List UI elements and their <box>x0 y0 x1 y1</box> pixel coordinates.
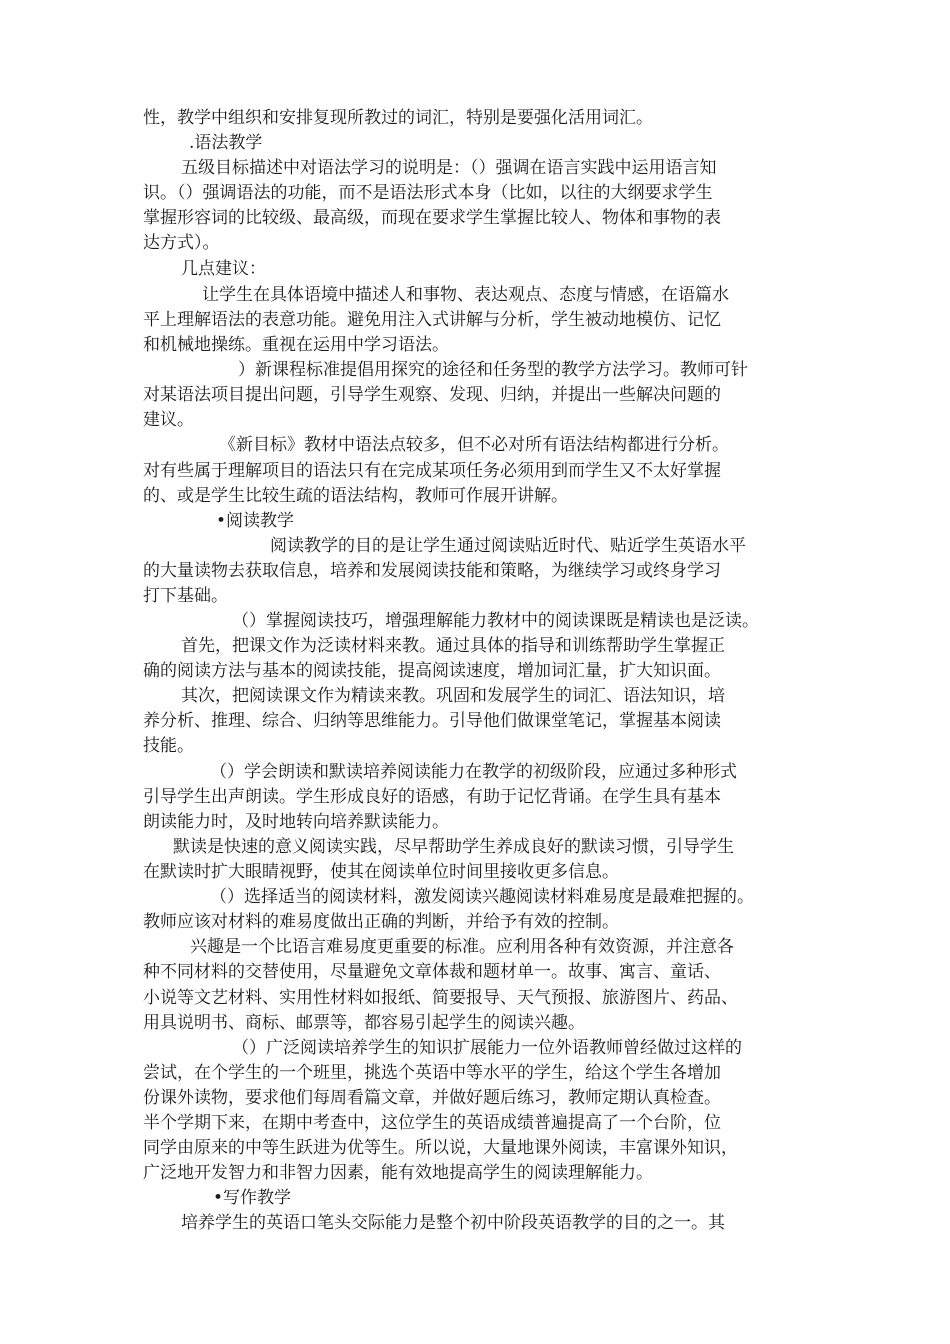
text-line: 达方式）。 <box>143 233 220 253</box>
text-line: 广泛地开发智力和非智力因素，能有效地提高学生的阅读理解能力。 <box>143 1163 653 1183</box>
text-line: （）学会朗读和默读培养阅读能力在教学的初级阶段，应通过多种形式 <box>210 762 737 782</box>
text-line: （）广泛阅读培养学生的知识扩展能力一位外语教师曾经做过这样的 <box>232 1038 742 1058</box>
text-line: 平上理解语法的表意功能。避免用注入式讲解与分析，学生被动地模仿、记忆 <box>143 310 721 330</box>
section-heading-grammar: .语法教学 <box>189 133 263 153</box>
text-line: 引导学生出声朗读。学生形成良好的语感，有助于记忆背诵。在学生具有基本 <box>143 787 721 807</box>
text-line: ）新课程标准提倡用探究的途径和任务型的教学方法学习。教师可针 <box>238 360 748 380</box>
text-line: 份课外读物，要求他们每周看篇文章，并做好题后练习，教师定期认真检查。 <box>143 1088 721 1108</box>
text-line: 五级目标描述中对语法学习的说明是：（）强调在语言实践中运用语言知 <box>181 158 717 178</box>
text-line: 首先，把课文作为泛读材料来教。通过具体的指导和训练帮助学生掌握正 <box>181 636 725 656</box>
text-line: 兴趣是一个比语言难易度更重要的标准。应利用各种有效资源，并注意各 <box>190 937 734 957</box>
text-line: 建议。 <box>143 410 194 430</box>
text-line: 打下基础。 <box>143 586 228 606</box>
text-line: 其次，把阅读课文作为精读来教。巩固和发展学生的词汇、语法知识，培 <box>181 686 725 706</box>
section-heading-writing: •写作教学 <box>213 1188 292 1208</box>
text-line: 《新目标》教材中语法点较多，但不必对所有语法结构都进行分析。 <box>219 435 729 455</box>
text-line: 朗读能力时，及时地转向培养默读能力。 <box>143 812 449 832</box>
text-line: 几点建议： <box>181 259 266 279</box>
text-line: （）掌握阅读技巧，增强理解能力教材中的阅读课既是精读也是泛读。 <box>232 611 759 631</box>
text-line: 种不同材料的交替使用，尽量避免文章体裁和题材单一。故事、寓言、童话、 <box>143 962 721 982</box>
text-line: 阅读教学的目的是让学生通过阅读贴近时代、贴近学生英语水平 <box>270 536 746 556</box>
text-line: 默读是快速的意义阅读实践，尽早帮助学生养成良好的默读习惯，引导学生 <box>173 837 734 857</box>
text-line: 教师应该对材料的难易度做出正确的判断，并给予有效的控制。 <box>143 912 619 932</box>
text-line: 的、或是学生比较生疏的语法结构，教师可作展开讲解。 <box>143 486 568 506</box>
text-line: 识。（）强调语法的功能，而不是语法形式本身（比如，以往的大纲要求学生 <box>143 183 713 203</box>
text-line: 在默读时扩大眼睛视野，使其在阅读单位时间里接收更多信息。 <box>143 862 619 882</box>
text-line: 半个学期下来，在期中考查中，这位学生的英语成绩普遍提高了一个台阶，位 <box>143 1113 721 1133</box>
text-line: 确的阅读方法与基本的阅读技能，提高阅读速度，增加词汇量，扩大知识面。 <box>143 661 721 681</box>
text-line: 对有些属于理解项目的语法只有在完成某项任务必须用到而学生又不太好掌握 <box>143 461 721 481</box>
text-line: 让学生在具体语境中描述人和事物、表达观点、态度与情感，在语篇水 <box>202 285 729 305</box>
text-line: （）选择适当的阅读材料，激发阅读兴趣阅读材料难易度是最难把握的。 <box>210 887 754 907</box>
text-line: 性，教学中组织和安排复现所教过的词汇，特别是要强化活用词汇。 <box>143 108 653 128</box>
text-line: 用具说明书、商标、邮票等，都容易引起学生的阅读兴趣。 <box>143 1013 585 1033</box>
text-line: 对某语法项目提出问题，引导学生观察、发现、归纳，并提出一些解决问题的 <box>143 385 721 405</box>
text-line: 小说等文艺材料、实用性材料如报纸、简要报导、天气预报、旅游图片、药品、 <box>143 988 738 1008</box>
text-line: 技能。 <box>143 736 194 756</box>
text-line: 掌握形容词的比较级、最高级，而现在要求学生掌握比较人、物体和事物的表 <box>143 208 721 228</box>
text-line: 尝试，在个学生的一个班里，挑选个英语中等水平的学生，给这个学生各增加 <box>143 1063 721 1083</box>
text-line: 和机械地操练。重视在运用中学习语法。 <box>143 335 449 355</box>
text-line: 同学由原来的中等生跃进为优等生。所以说，大量地课外阅读，丰富课外知识， <box>143 1138 738 1158</box>
text-line: 养分析、推理、综合、归纳等思维能力。引导他们做课堂笔记，掌握基本阅读 <box>143 711 721 731</box>
section-heading-reading: •阅读教学 <box>216 511 295 531</box>
text-line: 培养学生的英语口笔头交际能力是整个初中阶段英语教学的目的之一。其 <box>181 1213 725 1233</box>
text-line: 的大量读物去获取信息，培养和发展阅读技能和策略，为继续学习或终身学习 <box>143 561 721 581</box>
